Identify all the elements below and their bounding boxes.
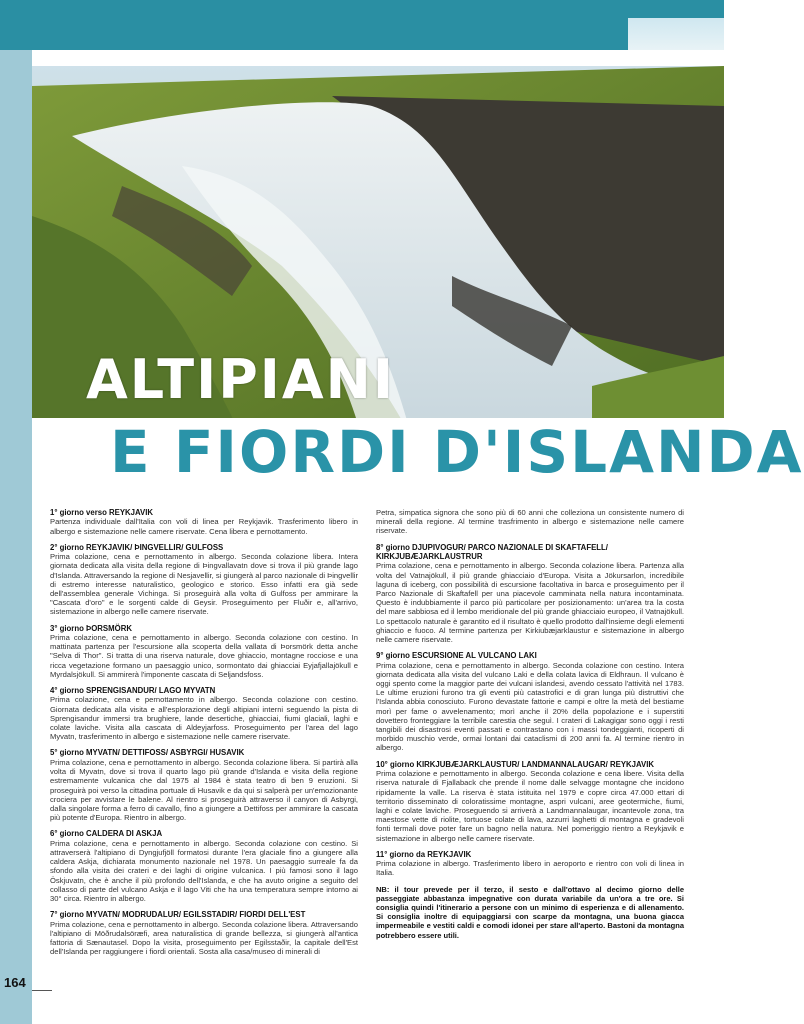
day-entry <box>376 760 684 843</box>
day-text: Prima colazione, cena e pernottamento in albergo. Seconda colazione con cestino. Intera giornata dedicata alla visita del vulcano Laki e della colata lavica di Eldhraun. Il vulcano è oggi spento come la maggior parte dei vulcani islandesi, avendo cessato l'attività nel 1783. Le ultime eruzioni furono tra gli eventi più catastrofici e di gran lunga più distruttivi che l'Islanda abbia conosciuto. Furono devastate fattorie e campi e oltre la metà del bestiame morì per fame o avvelenamento; morì anche il 20% della popolazione e i superstiti dovettero fronteggiare la terribile carestia che seguì. I crateri di Lakagigar sono oggi i resti tangibili dei disastrosi eventi passati e contrastano con i massi tondeggianti, ricoperti di morbido muschio verde, ormai lontani dai cataclismi di 200 anni fa. Al termine rientro in albergo. <box>376 660 684 753</box>
day-text: Prima colazione, cena e pernottamento in albergo. Seconda colazione libera. Intera giornata dedicata alla visita della regione di Þingvallavatn dove si trova il più grande lago d'Islanda. Attraversando la regione di Nesjavellir, si giungerà al parco nazionale di Þingvellir di estremo interesse naturalistico, geologico e storico. Esso infatti era già sede dell'assemblea generale Vichinga. Si proseguirà alla volta di Gulfoss per ammirare la "Cascata d'oro" e le sorgenti calde di Geysir. Proseguimento per Fluðir e, all'arrivo, sistemazione in albergo nelle camere riservate. <box>50 552 358 617</box>
day-heading: 1° giorno verso REYKJAVIK <box>50 508 154 517</box>
day-text: Prima colazione in albergo. Trasferimento libero in aeroporto e rientro con voli di linea in Italia. <box>376 859 684 878</box>
day-text: Prima colazione, cena e pernottamento in albergo. Seconda colazione con cestino. In mattinata partenza per l'escursione alla scoperta della vallata di Þorsmörk detta anche "Selva di Thor". Si tratta di una riserva naturale, dove ghiaccio, montagne rocciose e una ricca vegetazione formano un paesaggio unico, sormontato dai ghiacciai Eyjafjallajökull e Myrdalsjökull. Si ammirerà l'imponente cascata di Seljandsfoss. <box>50 633 358 679</box>
day-heading: 3° giorno ÞORSMÖRK <box>50 623 132 633</box>
day-entry <box>50 686 358 741</box>
top-sky-strip <box>628 18 724 50</box>
right-column <box>376 508 684 947</box>
page-number-rule <box>32 990 52 991</box>
day-text: Prima colazione, cena e pernottamento in albergo. Seconda colazione libera. Si partirà alla volta di Myvatn, dove si trova il quarto lago più grande d'Islanda e visita della regione estremamente vulcanica che dal 1975 al 1984 è stata teatro di ben 9 eruzioni. Si proseguirà poi verso la cittadina portuale di Husavik e da qui si salperà per un'emozionante crociera per avvistare le balene. Al rientro si proseguirà attraverso il canyon di Asbyrgi, dalla singolare forma a ferro di cavallo, fino a giungere a Dettifoss per ammirare la cascata più potente d'Europa. Rientro in albergo. <box>50 757 358 823</box>
left-column <box>50 508 358 963</box>
top-color-bar <box>0 0 724 50</box>
day-entry <box>376 850 684 878</box>
day-entry <box>50 910 358 956</box>
day-entry <box>50 829 358 903</box>
day-text: Partenza individuale dall'Italia con voli di linea per Reykjavik. Trasferimento libero in albergo e sistemazione nelle camere riservate. Cena libera e pernottamento. <box>50 517 358 536</box>
day-heading: 9° giorno ESCURSIONE AL VULCANO LAKI <box>376 651 537 661</box>
day-entry <box>50 624 358 679</box>
day-heading: 2° giorno REYKJAVIK/ ÞINGVELLIR/ GULFOSS <box>50 542 224 552</box>
day-text: Prima colazione, cena e pernottamento in albergo. Seconda colazione libera. Partenza alla volta del Vatnajökull, il più grande ghiacciaio d'Europa. Visita a Jökursarlon, incredibile laguna di iceberg, con possibilità di escursione facoltativa in barca e proseguimento per il Parco Nazionale di Skaftafell per una piacevole camminata nella natura incontaminata. Questo è indubbiamente il parco più particolare per posizionamento: un'area tra la costa del mare sabbiosa ed il lembo meridionale del più grande ghiacciaio europeo, il Vatnajökull. Lo spettacolo naturale è garantito ed il risultato è quello prodotto dall'insieme degli elementi ghiaccio e fuoco. Al termine partenza per Kirkiubæjarklaustur e sistemazione in albergo nelle camere riservate. <box>376 561 684 645</box>
page-title-line1: ALTIPIANI <box>86 348 395 411</box>
day-heading: 11° giorno da REYKJAVIK <box>376 849 472 859</box>
day-text: Prima colazione, cena e pernottamento in albergo. Seconda colazione con cestino. Si attraverserà l'altipiano di Dyngjufjöll formatosi durante l'era glaciale fino a giungere alla caldera Askja, dichiarata monumento nazionale nel 1978. Un paesaggio surreale fa da sfondo alla visita dei crateri e dei laghi di origine vulcanica. I più famosi sono il lago Öskjuvatn, che è anche il più profondo dell'Islanda, e che ha avuto origine a seguito del collasso di parte del vulcano Askja e il lago Viti che ha una temperatura sempre intorno ai 30° circa. Rientro in albergo. <box>50 838 358 903</box>
day-entry <box>50 748 358 822</box>
day-entry <box>376 543 684 645</box>
day-text: Prima colazione e pernottamento in albergo. Seconda colazione e cena libere. Visita della riserva naturale di Fjallaback che prende il nome dalle selvagge montagne che incidono ripidamente la valle. La riserva è stata istituita nel 1979 e copre circa 47.000 ettari di territorio disseminato di coloratissime montagne, aspri vulcani, aree geotermiche, fiumi, laghi e colate laviche. Proseguendo si arriverà a Landmannalaugar, incantevole zona, tra maestose vette di riolite, tortuose colate di lava, azzurri laghetti di montagna e gradevoli fonti termali dove poter fare un bagno nella natura. Nel pomeriggio rientro a Reykjavik e sistemazione in albergo nelle camere riservate. <box>376 769 684 843</box>
day-text: Prima colazione, cena e pernottamento in albergo. Seconda colazione libera. Attraversando l'altipiano di Möðrudalsöræfi, area naturalistica di grande bellezza, si giungerà all'antica fattoria di Sænautasel. Dopo la visita, proseguimento per Egilsstaðir, la capitale dell'Est dell'Islanda per raggiungere i fiordi orientali. Sosta alla casa/museo di minerali di <box>50 919 358 957</box>
day-entry <box>50 508 358 536</box>
day-heading: 5° giorno MYVATN/ DETTIFOSS/ ASBYRGI/ HUSAVIK <box>50 748 245 758</box>
day-heading: 4° giorno SPRENGISANDUR/ LAGO MYVATN <box>50 686 216 696</box>
page-number: 164 <box>4 975 26 990</box>
day-text: Prima colazione, cena e pernottamento in albergo. Seconda colazione con cestino. Giornata dedicata alla visita e all'esplorazione degli altipiani interni seguendo la pista di Sprengisandur immersi tra brughiere, lande desertiche, ghiacciai, fiumi glaciali, laghi e colate laviche. Visita alla cascata di Aldeyjarfoss. Proseguimento per l'area del lago Myvatn, trasferimento in albergo e sistemazione nelle camere riservate. <box>50 695 358 742</box>
continued-paragraph: Petra, simpatica signora che sono più di 60 anni che colleziona un consistente numero di minerali della regione. Al termine trasfrimento in albergo e sistemazione nelle camere riservate. <box>376 508 684 536</box>
page-title-line2: E FIORDI D'ISLANDA <box>110 418 804 486</box>
day-heading: 10° giorno KIRKJUBÆJARKLAUSTUR/ LANDMANNALAUGAR/ REYKJAVIK <box>376 759 655 769</box>
day-entry <box>50 543 358 617</box>
left-color-strip <box>0 50 32 1024</box>
day-heading: 7° giorno MYVATN/ MODRUDALUR/ EGILSSTADIR/ FIORDI DELL'EST <box>50 910 306 920</box>
day-heading: 6° giorno CALDERA DI ASKJA <box>50 829 163 839</box>
tour-note: NB: il tour prevede per il terzo, il sesto e dall'ottavo al decimo giorno delle passeggiate abbastanza impegnative con durata variabile da un'ora a tre ore. Si consiglia quindi l'itinerario a persone con un minimo di esperienza e di allenamento. Si consiglia inoltre di equipaggiarsi con scarpe da montagna, una buona giacca impermeabile e vestiti caldi e comodi idonei per stare all'aperto. Bastoni da montagna potrebbero essere utili. <box>376 884 684 940</box>
continued-text <box>376 508 684 536</box>
day-heading: 8° giorno DJUPIVOGUR/ PARCO NAZIONALE DI SKAFTAFELL/ KIRKJUBÆJARKLAUSTRUR <box>376 542 608 562</box>
day-entry <box>376 651 684 752</box>
